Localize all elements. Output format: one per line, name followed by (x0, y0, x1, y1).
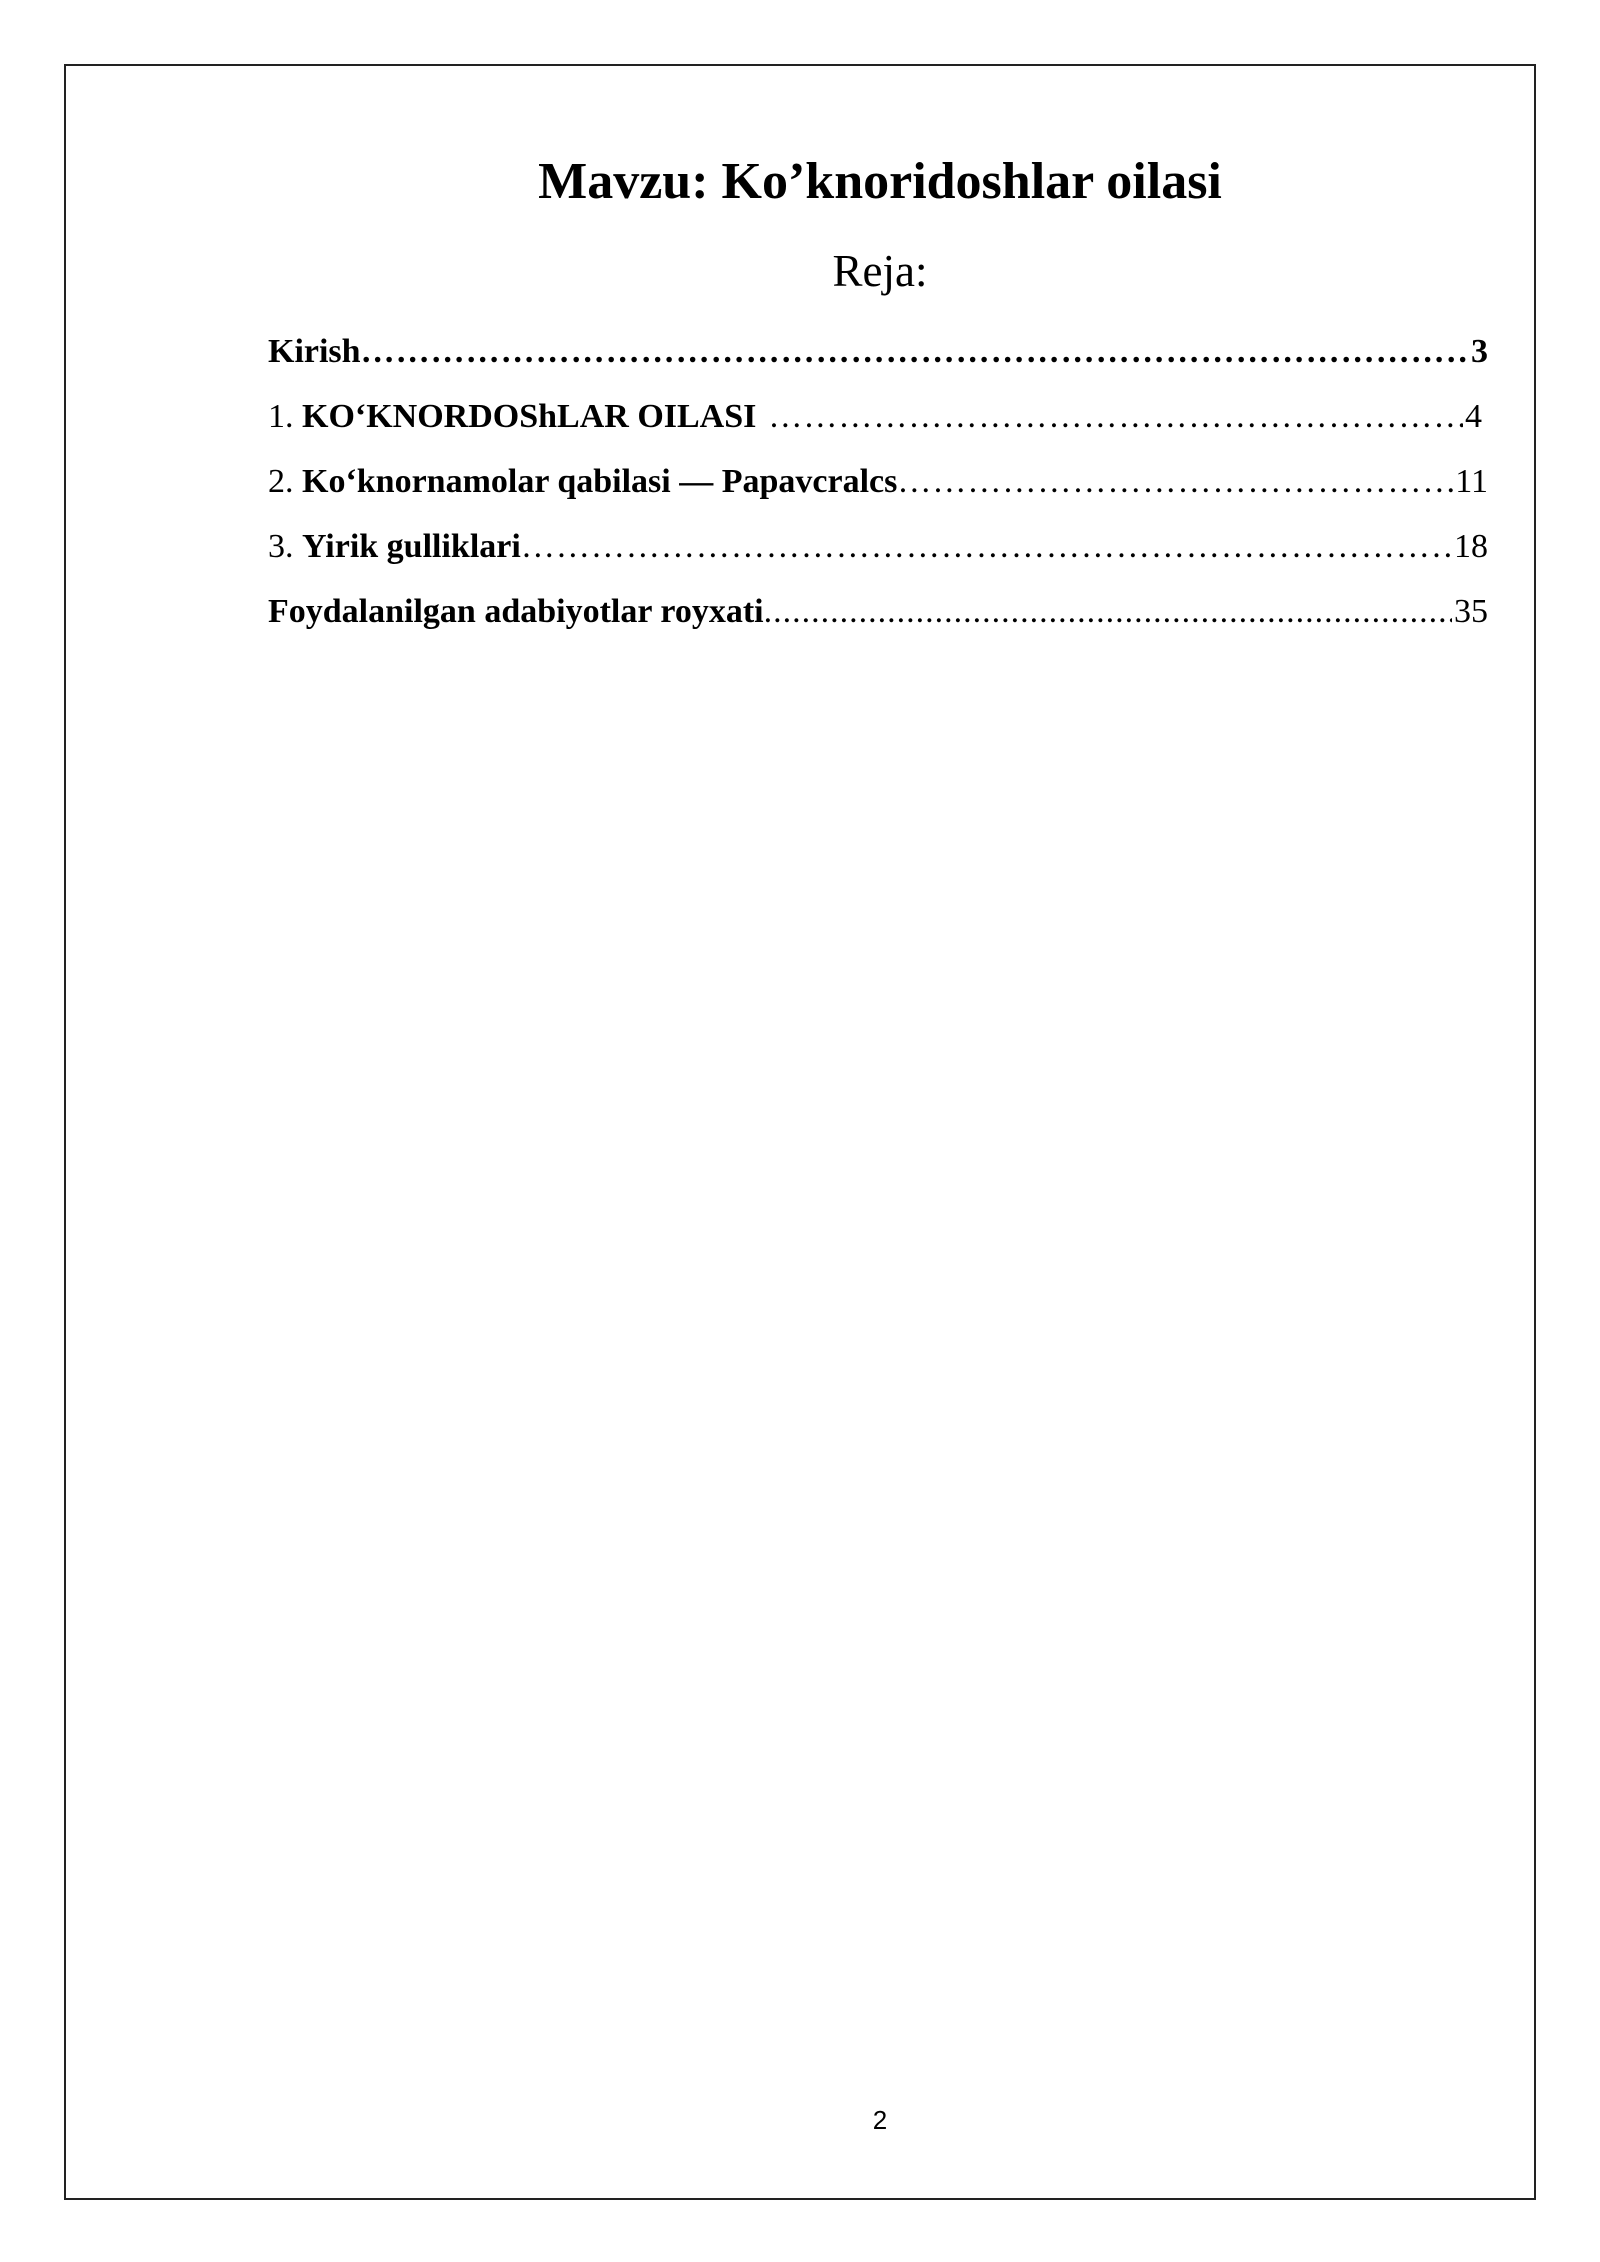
toc-entry-number: 3. (268, 528, 302, 565)
toc-entry-page: 3 (1471, 333, 1488, 370)
document-title: Mavzu: Ko’knoridoshlar oilasi (538, 153, 1222, 210)
toc-entry-kirish[interactable] (268, 328, 1488, 393)
toc-entry-3[interactable] (268, 523, 1488, 588)
toc-entry-page: 35 (1454, 593, 1488, 630)
toc-entry-label: Foydalanilgan adabiyotlar royxati (268, 593, 764, 630)
toc-entry-label: Ko‘knornamolar qabilasi — Papavcralcs (302, 463, 898, 500)
toc-entry-label: KO‘KNORDOShLAR OILASI (302, 398, 757, 435)
page-number: 2 (872, 2105, 888, 2135)
toc-entry-label: Kirish (268, 333, 361, 370)
toc-entry-label: Yirik gulliklari (302, 528, 521, 565)
toc-dot-leader (764, 588, 1452, 636)
toc-dot-leader (897, 458, 1453, 506)
document-subtitle: Reja: (832, 246, 928, 296)
toc-entry-references[interactable] (268, 588, 1488, 653)
toc-entry-1[interactable] (268, 393, 1488, 458)
toc-dot-leader (361, 328, 1469, 376)
toc-dot-leader (756, 393, 1463, 441)
toc-dot-leader (521, 523, 1452, 571)
table-of-contents (268, 328, 1488, 653)
toc-entry-page: 4 (1465, 398, 1482, 435)
toc-entry-page: 11 (1455, 463, 1488, 500)
toc-entry-page: 18 (1454, 528, 1488, 565)
toc-entry-number: 2. (268, 463, 302, 500)
toc-entry-2[interactable] (268, 458, 1488, 523)
toc-entry-number: 1. (268, 398, 302, 435)
